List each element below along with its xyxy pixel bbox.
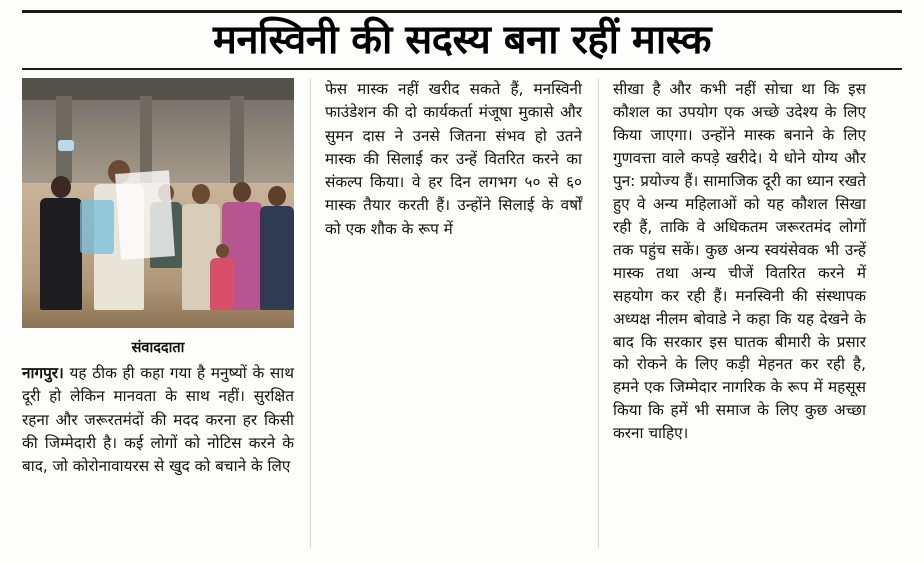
- photo-child: [210, 244, 234, 310]
- photo-person-head: [268, 186, 286, 206]
- column-right: [598, 78, 866, 548]
- photo-person-head: [192, 184, 210, 204]
- photo-person-body: [260, 206, 294, 310]
- photo-person-head: [233, 182, 251, 202]
- column-middle: [310, 78, 582, 548]
- dateline: नागपुर।: [22, 364, 64, 383]
- article-body: [22, 78, 902, 548]
- paragraph-right: सीखा है और कभी नहीं सोचा था कि इस कौशल का उपयोग एक अच्छे उदेश्य के लिए किया जाएगा। उन्होंने मास्क बनाने के लिए गुणवत्ता वाले कपड़े खरीदे। ये धोने योग्य और पुन: प्रयोज्य हैं। सामाजिक दूरी का ध्यान रखते हुए वे अन्य महिलाओं को यह कौशल सिखा रही हैं, ताकि वे अधिकतम जरूरतमंद लोगों तक पहुंच सकें। कुछ अन्य स्वयंसेवक भी उन्हें मास्क तथा अन्य चीजें वितरित करने में सहयोग कर रही हैं। मनस्विनी की संस्थापक अध्यक्ष नीलम बोवाडे ने कहा कि यह देखने के बाद कि सरकार इस घातक बीमारी के प्रसार को रोकने के लिए कड़ी मेहनत कर रही है, हमने एक जिम्मेदार नागरिक के रूप में महसूस किया कि हमें भी समाज के लिए कुछ अच्छा करना चाहिए।: [613, 80, 866, 443]
- face-mask-icon: [58, 140, 74, 151]
- column-left: [22, 78, 294, 548]
- news-photo: [22, 78, 294, 328]
- photo-person-body: [40, 198, 82, 310]
- photo-child-body: [210, 258, 234, 310]
- photo-person-head: [51, 176, 71, 198]
- photo-person: [260, 186, 294, 310]
- headline-divider-rule: [22, 68, 902, 70]
- byline: संवाददाता: [131, 340, 185, 357]
- photo-person: [40, 176, 82, 310]
- paragraph-middle: फेस मास्क नहीं खरीद सकते हैं, मनस्विनी फाउंडेशन की दो कार्यकर्ता मंजूषा मुकासे और सुमन दास ने उनसे जितना संभव हो उतने मास्क की सिलाई कर उन्हें वितरित करने का संकल्प किया। वे हर दिन लगभग ५० से ६० मास्क तैयार करती हैं। उन्होंने सिलाई के वर्षों को एक शौक के रूप में: [325, 80, 582, 238]
- photo-blue-bag: [80, 200, 114, 254]
- article-headline: मनस्विनी की सदस्य बना रहीं मास्क: [212, 17, 711, 63]
- photo-white-cloth: [115, 170, 175, 260]
- photo-child-head: [216, 244, 229, 258]
- paragraph-left: [22, 362, 294, 478]
- paragraph-left-text: यह ठीक ही कहा गया है मनुष्यों के साथ दूरी हो लेकिन मानवता के साथ नहीं। सुरक्षित रहना और जरूरतमंदों की मदद करना हर किसी की जिम्मेदारी है। कई लोगों को नोटिस करने के बाद, जो कोरोनावायरस से खुद को बचाने के लिए: [22, 364, 294, 476]
